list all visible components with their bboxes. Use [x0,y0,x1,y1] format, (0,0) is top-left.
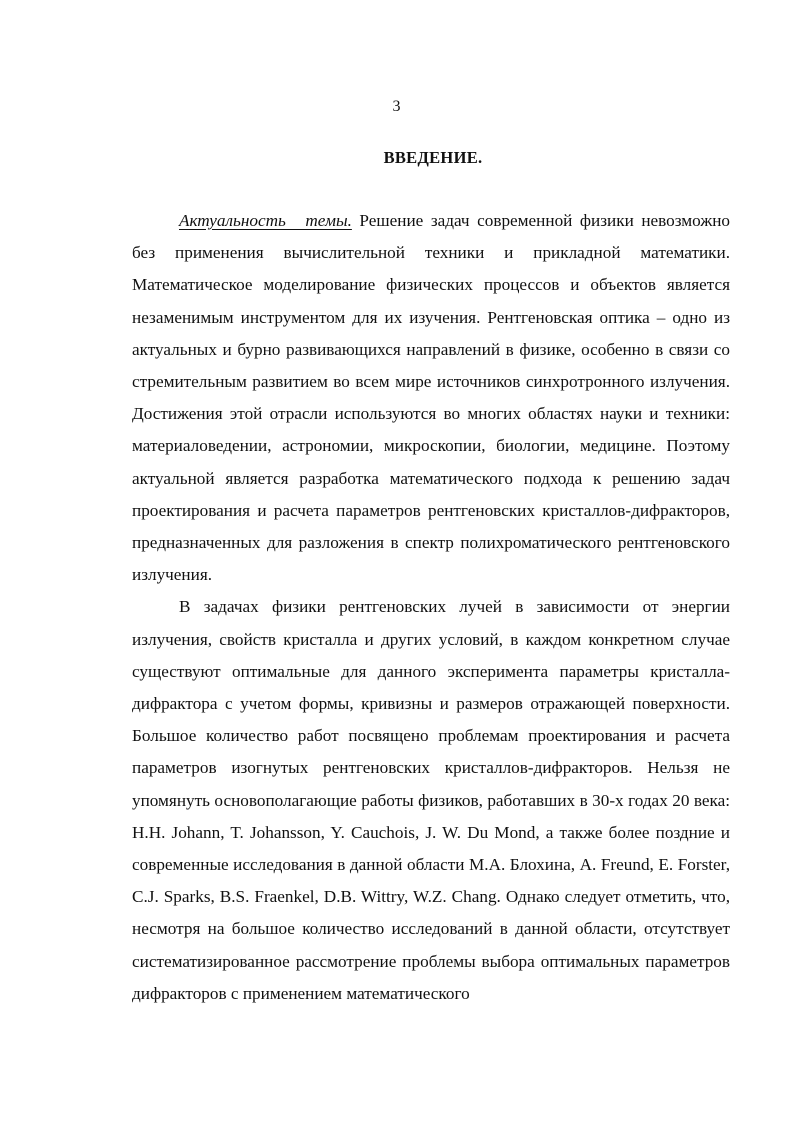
paragraph-relevance-text: Решение задач современной физики невозможно без применения вычислительной техники и прикладной математики. Математическое моделирование физических процессов и объектов является незаменимым инструментом для их изучения. Рентгеновская оптика – одно из актуальных и бурно развивающихся направлений в физике, особенно в связи со стремительным развитием во всем мире источников синхротронного излучения. Достижения этой отрасли используются во многих областях науки и техники: материаловедении, астрономии, микроскопии, биологии, медицине. Поэтому актуальной является разработка математического подхода к решению задач проектирования и расчета параметров рентгеновских кристаллов-дифракторов, предназначенных для разложения в спектр полихроматического рентгеновского излучения. [132,211,730,585]
body-text [132,205,730,1010]
page-number: 3 [392,98,401,115]
section-heading: ВВЕДЕНИЕ. [383,148,483,167]
lead-label: Актуальность темы. [179,211,352,230]
paragraph-xray-problems: В задачах физики рентгеновских лучей в зависимости от энергии излучения, свойств кристалла и других условий, в каждом конкретном случае существуют оптимальные для данного эксперимента параметры кристалла-дифрактора с учетом формы, кривизны и размеров отражающей поверхности. Большое количество работ посвящено проблемам проектирования и расчета параметров изогнутых рентгеновских кристаллов-дифракторов. Нельзя не упомянуть основополагающие работы физиков, работавших в 30-х годах 20 века: H.H. Johann, T. Johansson, Y. Cauchois, J. W. Du Mond, а также более поздние и современные исследования в данной области М.А. Блохина, A. Freund, E. Forster, C.J. Sparks, B.S. Fraenkel, D.B. Wittry, W.Z. Chang. Однако следует отметить, что, несмотря на большое количество исследований в данной области, отсутствует систематизированное рассмотрение проблемы выбора оптимальных параметров дифракторов с применением математического [132,597,730,1003]
paragraph-relevance [132,205,730,591]
